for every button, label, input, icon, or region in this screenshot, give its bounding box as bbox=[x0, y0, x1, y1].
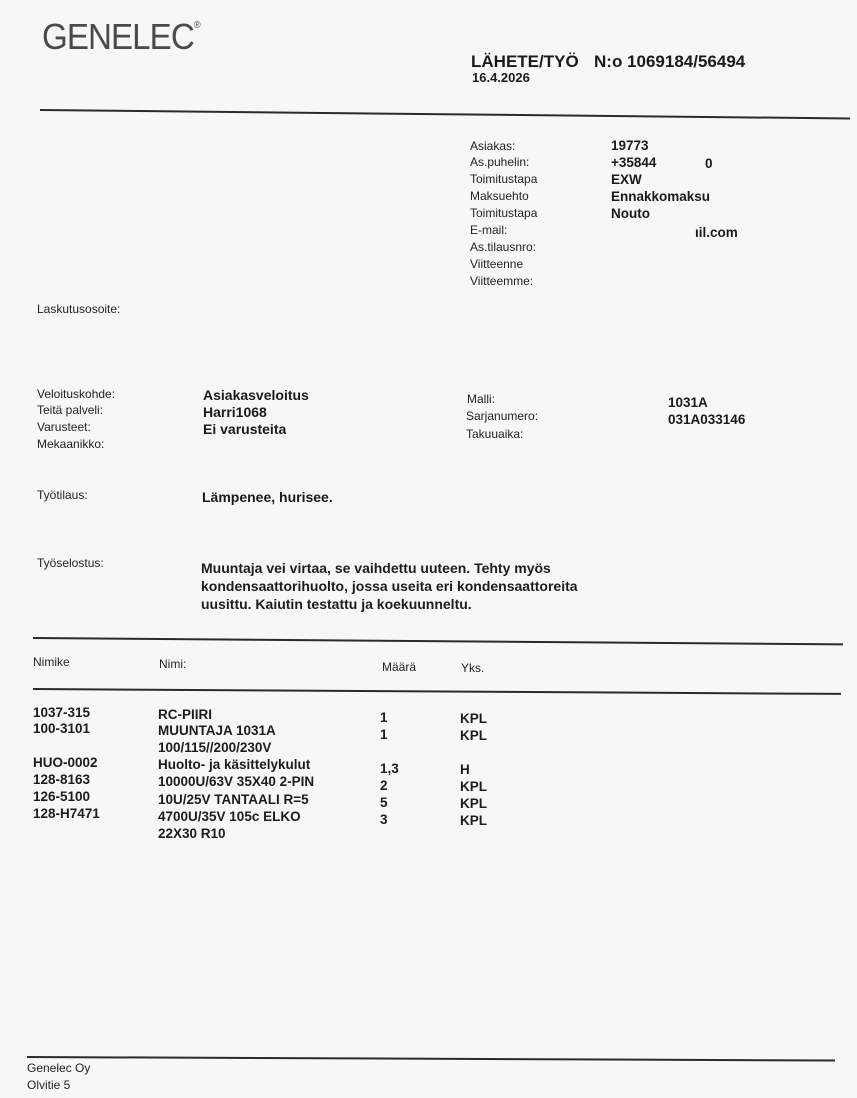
table-row-name: 100/115//200/230V bbox=[158, 740, 272, 755]
document-type: LÄHETE/TYÖ bbox=[471, 52, 579, 71]
table-row: 126-5100 bbox=[33, 789, 91, 804]
work-description-text bbox=[201, 559, 578, 613]
model-label: Malli: bbox=[467, 392, 496, 406]
phone-value-tail: 0 bbox=[705, 156, 713, 171]
footer-company: Genelec Oy bbox=[27, 1061, 91, 1075]
serial-number-value: 031A033146 bbox=[668, 412, 746, 427]
genelec-logo: GENELEC® bbox=[42, 16, 201, 57]
table-row-name: 10U/25V TANTAALI R=5 bbox=[158, 792, 309, 807]
serial-number-label: Sarjanumero: bbox=[466, 409, 539, 423]
phone-value: +35844 bbox=[611, 155, 657, 170]
table-row-qty: 3 bbox=[380, 812, 388, 827]
document-number: N:o 1069184/56494 bbox=[594, 52, 746, 71]
served-by-value: Harri1068 bbox=[203, 404, 267, 420]
table-row-qty: 5 bbox=[380, 795, 388, 810]
table-row: 128-H7471 bbox=[33, 806, 100, 821]
header-divider bbox=[40, 109, 850, 119]
work-order-label: Työtilaus: bbox=[37, 488, 88, 502]
table-row: 100-3101 bbox=[33, 721, 91, 736]
warranty-label: Takuuaika: bbox=[466, 427, 524, 441]
col-header-name: Nimi: bbox=[159, 657, 187, 671]
table-header-divider bbox=[33, 688, 841, 694]
work-description-label: Työselostus: bbox=[37, 556, 104, 570]
table-row: 1037-315 bbox=[33, 705, 91, 720]
payment-terms-value: Ennakkomaksu bbox=[611, 189, 711, 204]
footer-street: Olvitie 5 bbox=[27, 1078, 71, 1092]
email-label: E-mail: bbox=[470, 223, 508, 237]
our-reference-label: Viitteemme: bbox=[470, 274, 534, 288]
charge-target-label: Veloituskohde: bbox=[37, 387, 116, 401]
col-header-unit: Yks. bbox=[461, 661, 485, 675]
served-by-label: Teitä palveli: bbox=[37, 403, 104, 417]
payment-terms-label: Maksuehto bbox=[470, 189, 529, 203]
table-row-name: RC-PIIRI bbox=[158, 707, 212, 722]
table-row-name: 22X30 R10 bbox=[158, 826, 226, 841]
charge-target-value: Asiakasveloitus bbox=[203, 387, 309, 403]
col-header-qty: Määrä bbox=[382, 660, 417, 674]
table-row-name: MUUNTAJA 1031A bbox=[158, 723, 276, 738]
table-row-name: 4700U/35V 105c ELKO bbox=[158, 809, 301, 824]
email-value: ıil.com bbox=[695, 225, 738, 240]
footer-divider bbox=[27, 1056, 835, 1061]
customer-label: Asiakas: bbox=[470, 139, 516, 153]
delivery-method-2-label: Toimitustapa bbox=[470, 206, 538, 220]
work-description-line: uusittu. Kaiutin testattu ja koekuunneltu. bbox=[201, 596, 472, 612]
work-description-line: Muuntaja vei virtaa, se vaihdettu uuteen. Tehty myös bbox=[201, 560, 551, 576]
work-order-text: Lämpenee, hurisee. bbox=[202, 489, 333, 505]
table-row-name: 10000U/63V 35X40 2-PIN bbox=[158, 774, 315, 789]
delivery-method-label: Toimitustapa bbox=[470, 172, 538, 186]
phone-label: As.puhelin: bbox=[470, 155, 530, 169]
delivery-method-2-value: Nouto bbox=[611, 206, 650, 221]
table-row-qty: 2 bbox=[380, 778, 388, 793]
order-number-label: As.tilausnro: bbox=[470, 240, 537, 254]
accessories-value: Ei varusteita bbox=[203, 421, 287, 437]
table-row-qty: 1 bbox=[380, 710, 388, 725]
table-row-unit: KPL bbox=[460, 779, 487, 794]
table-row: 128-8163 bbox=[33, 772, 91, 787]
table-row-unit: H bbox=[460, 762, 470, 777]
table-row-qty: 1 bbox=[380, 727, 388, 742]
accessories-label: Varusteet: bbox=[37, 420, 91, 434]
table-row: HUO-0002 bbox=[33, 755, 98, 770]
billing-address-label: Laskutusosoite: bbox=[37, 302, 121, 316]
table-row-unit: KPL bbox=[460, 796, 487, 811]
table-row-name: Huolto- ja käsittelykulut bbox=[158, 757, 311, 772]
mechanic-label: Mekaanikko: bbox=[37, 437, 105, 451]
table-row-qty: 1,3 bbox=[380, 761, 399, 776]
your-reference-label: Viitteenne bbox=[470, 257, 524, 271]
model-value: 1031A bbox=[668, 395, 708, 410]
document-date: 16.4.2026 bbox=[472, 70, 530, 85]
table-row-unit: KPL bbox=[460, 711, 487, 726]
customer-value: 19773 bbox=[611, 138, 649, 153]
work-description-line: kondensaattorihuolto, jossa useita eri kondensaattoreita bbox=[201, 578, 578, 594]
delivery-method-value: EXW bbox=[611, 172, 642, 187]
table-row-unit: KPL bbox=[460, 728, 487, 743]
col-header-code: Nimike bbox=[33, 655, 70, 669]
table-top-divider bbox=[33, 637, 843, 645]
table-row-unit: KPL bbox=[460, 813, 487, 828]
